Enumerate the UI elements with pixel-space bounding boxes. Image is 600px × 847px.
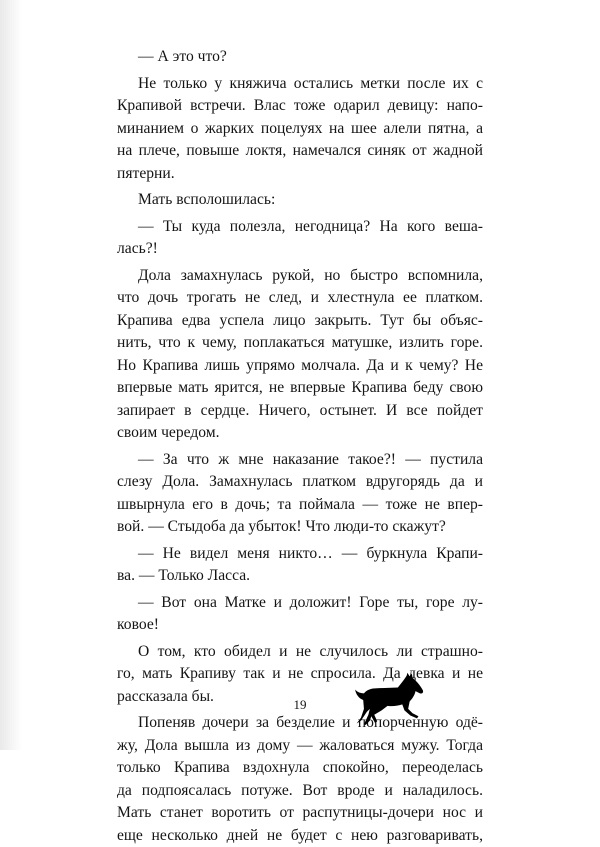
text-line: на плече, повыше локтя, намечался синяк от жадной <box>117 140 483 163</box>
text-line: Мать станет воротить от распутницы-дочери нос и <box>117 802 483 825</box>
text-line: — Ты куда полезла, негодница? На кого веша- <box>117 216 483 239</box>
text-line: лась?! <box>117 238 483 261</box>
text-line: Попеняв дочери за безделие и попорченную одё- <box>117 712 483 735</box>
text-line: да подпоясалась потуже. Вот вроде и наладилось. <box>117 780 483 803</box>
text-line: запирает в сердце. Ничего, остынет. И все пойдет <box>117 400 483 423</box>
paragraph <box>117 592 483 637</box>
text-line: Дола замахнулась рукой, но быстро вспомнила, <box>117 265 483 288</box>
text-line: Мать всполошилась: <box>117 189 483 212</box>
paragraph <box>117 216 483 261</box>
text-line: что дочь трогать не след, и хлестнула ее платком. <box>117 287 483 310</box>
text-line: Крапива едва успела лицо закрыть. Тут бы объяс- <box>117 310 483 333</box>
paragraph <box>117 543 483 588</box>
paragraph <box>117 73 483 186</box>
paragraph <box>117 449 483 539</box>
text-line: слезу Дола. Замахнулась платком вдругорядь да и <box>117 471 483 494</box>
page-edge-shadow <box>0 0 22 750</box>
paragraph <box>117 265 483 445</box>
text-line: только Крапива вздохнула спокойно, переоделась <box>117 757 483 780</box>
text-line: еще несколько дней не будет с нею разговаривать, <box>117 825 483 847</box>
paragraph <box>117 46 483 69</box>
text-line: Не только у княжича остались метки после их с <box>117 73 483 96</box>
text-line: Но Крапива лишь упрямо молчала. Да и к чему? Не <box>117 355 483 378</box>
paragraph <box>117 712 483 847</box>
text-line: Крапивой встречи. Влас тоже одарил девицу: напо- <box>117 95 483 118</box>
text-line: О том, кто обидел и не случилось ли страшно- <box>117 641 483 664</box>
text-line: — Не видел меня никто… — буркнула Крапи- <box>117 543 483 566</box>
text-line: впервые мать ярится, не впервые Крапива беду свою <box>117 377 483 400</box>
text-line: — А это что? <box>117 46 483 69</box>
text-line: нить, что к чему, поплакаться матушке, излить горе. <box>117 332 483 355</box>
text-line: швырнула его в дочь; та поймала — тоже не впер- <box>117 494 483 517</box>
book-page-text <box>117 46 483 847</box>
paragraph <box>117 189 483 212</box>
text-line: — За что ж мне наказание такое?! — пустила <box>117 449 483 472</box>
text-line: вой. — Стыдоба да убыток! Что люди-то скажут? <box>117 516 483 539</box>
text-line: минанием о жарких поцелуях на шее алели пятна, а <box>117 118 483 141</box>
text-line: — Вот она Матке и доложит! Горе ты, горе лу- <box>117 592 483 615</box>
text-line: своим чередом. <box>117 422 483 445</box>
text-line: рассказала бы. <box>117 686 483 709</box>
text-line: ва. — Только Ласса. <box>117 565 483 588</box>
text-line: ковое! <box>117 614 483 637</box>
horse-icon <box>352 672 426 728</box>
text-line: пятерни. <box>117 163 483 186</box>
text-line: жу, Дола вышла из дому — жаловаться мужу. Тогда <box>117 735 483 758</box>
page-number: 19 <box>0 697 600 713</box>
text-line: го, мать Крапиву так и не спросила. Да девка и не <box>117 663 483 686</box>
